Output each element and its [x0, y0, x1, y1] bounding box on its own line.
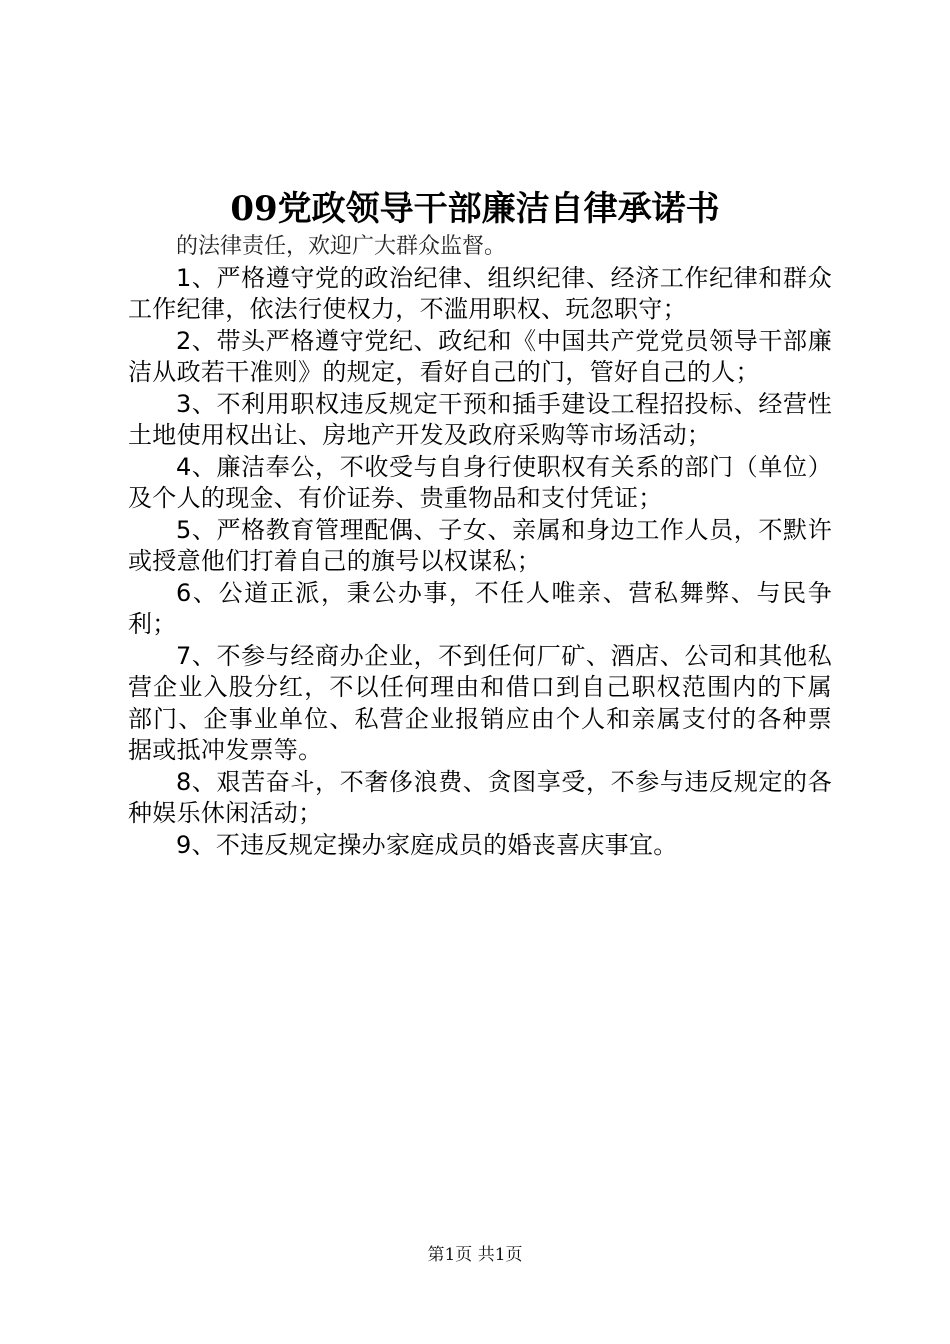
intro-line: 的法律责任，欢迎广大群众监督。	[176, 234, 507, 259]
document-title: 09党政领导干部廉洁自律承诺书	[230, 189, 720, 229]
pledge-item-6: 6、公道正派，秉公办事，不任人唯亲、营私舞弊、与民争利；	[128, 578, 832, 638]
pledge-item-7: 7、不参与经商办企业，不到任何厂矿、酒店、公司和其他私营企业入股分红，不以任何理由和借口到自己职权范围内的下属部门、企事业单位、私营企业报销应由个人和亲属支付的各种票据或抵冲发票等。	[128, 641, 832, 764]
pledge-item-5: 5、严格教育管理配偶、子女、亲属和身边工作人员，不默许或授意他们打着自己的旗号以权谋私；	[128, 515, 832, 575]
pledge-item-9: 9、不违反规定操办家庭成员的婚丧喜庆事宜。	[176, 830, 678, 859]
pledge-item-1: 1、严格遵守党的政治纪律、组织纪律、经济工作纪律和群众工作纪律，依法行使权力，不滥用职权、玩忽职守；	[128, 263, 832, 323]
pledge-item-2: 2、带头严格遵守党纪、政纪和《中国共产党党员领导干部廉洁从政若干准则》的规定，看好自己的门，管好自己的人；	[128, 326, 832, 386]
pledge-item-3: 3、不利用职权违反规定干预和插手建设工程招投标、经营性土地使用权出让、房地产开发及政府采购等市场活动；	[128, 389, 832, 449]
document-body	[128, 231, 832, 861]
pledge-item-4: 4、廉洁奉公，不收受与自身行使职权有关系的部门（单位）及个人的现金、有价证券、贵重物品和支付凭证；	[128, 452, 832, 512]
page-footer: 第1页 共1页	[427, 1245, 523, 1265]
pledge-item-8: 8、艰苦奋斗，不奢侈浪费、贪图享受，不参与违反规定的各种娱乐休闲活动；	[128, 767, 832, 827]
